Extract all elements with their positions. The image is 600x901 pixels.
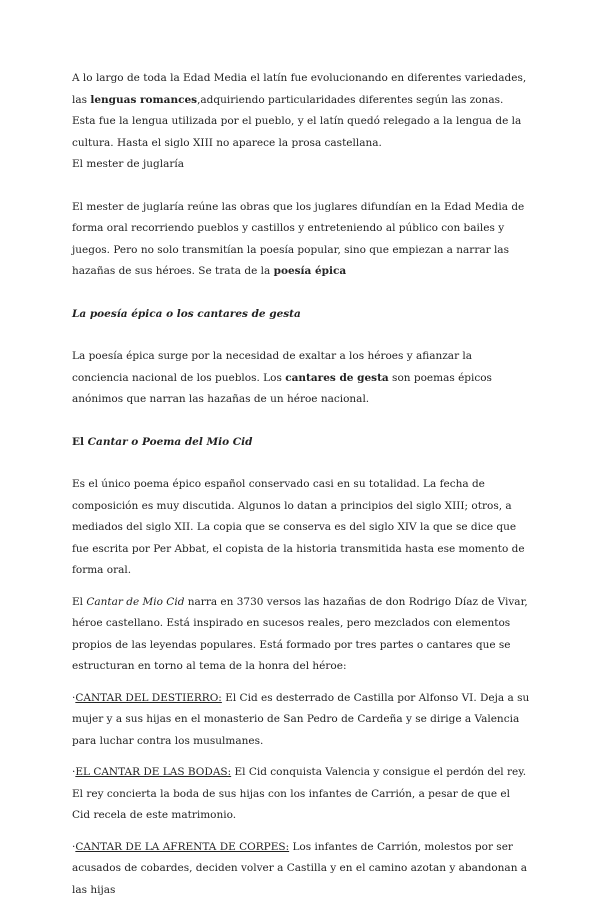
heading-cantar-mio-cid: El Cantar o Poema del Mio Cid <box>72 432 530 454</box>
paragraph-intro: A lo largo de toda la Edad Media el latín fue evolucionando en diferentes variedades, las lenguas romances,adquiriendo particularidades diferentes según las zonas. Esta fue la lengua utilizada por el pueblo, y el latín quedó relegado a la lengua de la cultura. Hasta el siglo XIII no aparece la prosa castellana. <box>72 68 530 154</box>
paragraph-epica: La poesía épica surge por la necesidad de exaltar a los héroes y afianzar la conciencia nacional de los pueblos. Los cantares de gesta son poemas épicos anónimos que narran las hazañas de un héroe nacional. <box>72 346 530 411</box>
part-destierro: ·CANTAR DEL DESTIERRO: El Cid es desterrado de Castilla por Alfonso VI. Deja a su mujer y a sus hijas en el monasterio de San Pedro de Cardeña y se dirige a Valencia para luchar contra los musulmanes. <box>72 688 530 753</box>
term-poesia-epica: poesía épica <box>274 265 347 277</box>
paragraph-cantar-1: Es el único poema épico español conservado casi en su totalidad. La fecha de composición es muy discutida. Algunos lo datan a principios del siglo XIII; otros, a mediados del siglo XII. La copia que se conserva es del siglo XIV la que se dice que fue escrita por Per Abbat, el copista de la historia transmitida hasta ese momento de forma oral. <box>72 474 530 582</box>
paragraph-cantar-2: El Cantar de Mio Cid narra en 3730 versos las hazañas de don Rodrigo Díaz de Vivar, héroe castellano. Está inspirado en sucesos reales, pero mezclados con elementos propios de las leyendas populares. Está formado por tres partes o cantares que se estructuran en torno al tema de la honra del héroe: <box>72 592 530 678</box>
part-bodas: ·EL CANTAR DE LAS BODAS: El Cid conquista Valencia y consigue el perdón del rey. El rey concierta la boda de sus hijas con los infantes de Carrión, a pesar de que el Cid recela de este matrimonio. <box>72 762 530 827</box>
term-cantares-de-gesta: cantares de gesta <box>285 372 389 384</box>
part-afrenta: ·CANTAR DE LA AFRENTA DE CORPES: Los infantes de Carrión, molestos por ser acusados de cobardes, deciden volver a Castilla y en el camino azotan y abandonan a las hijas <box>72 837 530 901</box>
term-lenguas-romances: lenguas romances <box>90 94 197 106</box>
heading-poesia-epica: La poesía épica o los cantares de gesta <box>72 304 530 326</box>
paragraph-mester: El mester de juglaría reúne las obras que los juglares difundían en la Edad Media de forma oral recorriendo pueblos y castillos y entreteniendo al público con bailes y juegos. Pero no solo transmitían la poesía popular, sino que empiezan a narrar las hazañas de sus héroes. Se trata de la poesía épica <box>72 197 530 283</box>
document-page <box>72 68 530 901</box>
mester-title: El mester de juglaría <box>72 154 530 176</box>
